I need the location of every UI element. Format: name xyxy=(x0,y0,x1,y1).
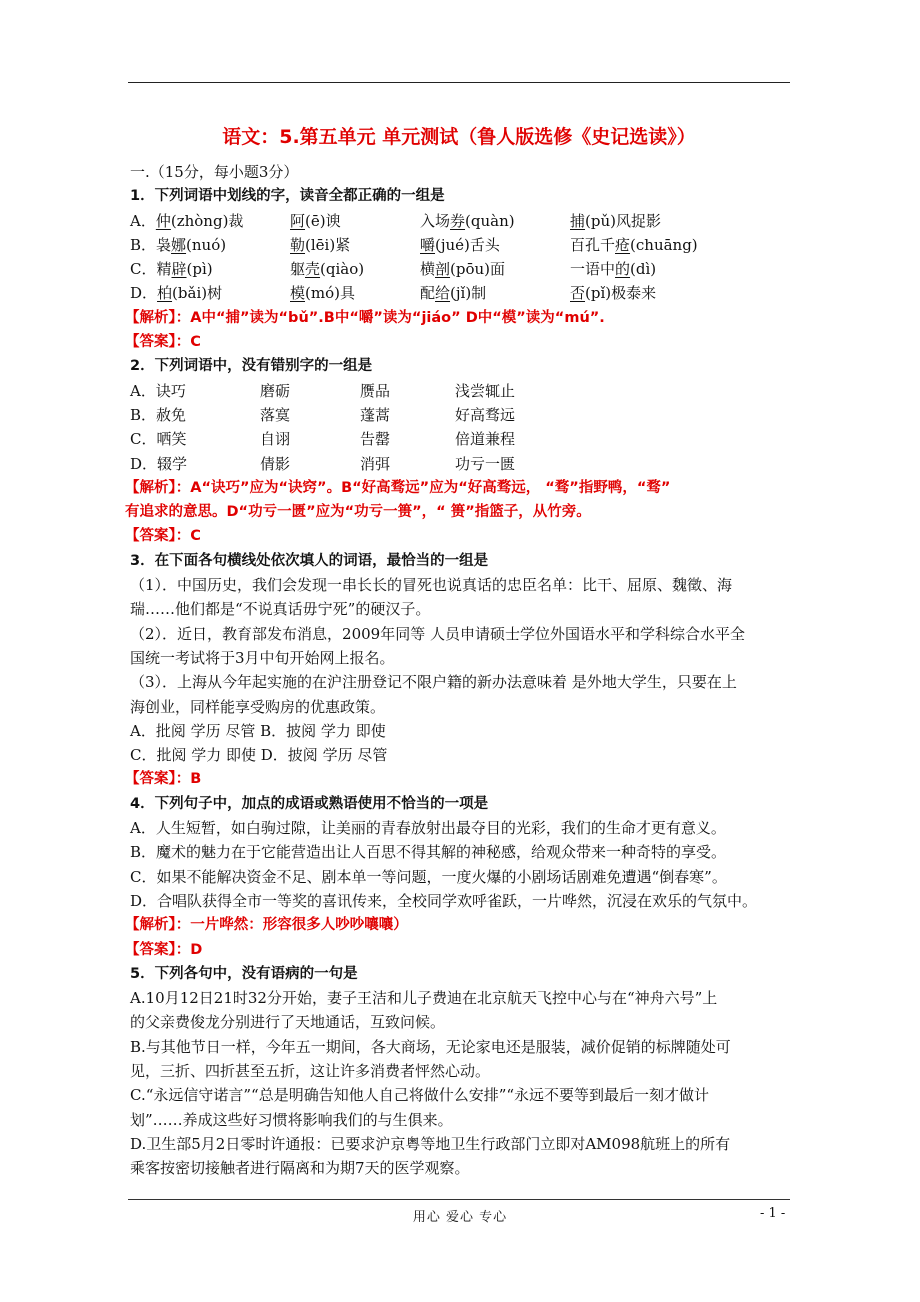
q2-option-a xyxy=(130,379,792,403)
q3-options-cd: C．批阅 学力 即使 D．披阅 学历 尽管 xyxy=(130,746,388,765)
q2-analysis-line-1: 【解析】：A“诀巧”应为“诀窍”。B“好高骛远”应为“好高骛远， “骛”指野鸭，“骛” xyxy=(125,479,671,496)
q1-analysis: 【解析】：A中“捕”读为“bǔ”.B中“嚼”读为“jiáo” D中“模”读为“mú”. xyxy=(125,309,605,326)
q2-option-c xyxy=(130,427,792,451)
q4-option-c: C．如果不能解决资金不足、剧本单一等问题，一度火爆的小剧场话剧难免遭遇“倒春寒”。 xyxy=(130,867,727,886)
q2-c-1: C．哂笑 xyxy=(130,430,187,449)
q1-c-3: 横剖(pōu)面 xyxy=(420,260,506,279)
page-title: 语文：5.第五单元 单元测试（鲁人版选修《史记选读》） xyxy=(222,126,696,148)
header-rule xyxy=(128,82,790,83)
q2-d-4: 功亏一匮 xyxy=(455,454,516,473)
q2-b-1: B．赦免 xyxy=(130,405,187,424)
q2-d-3: 消弭 xyxy=(360,454,391,473)
q2-b-2: 落寞 xyxy=(260,405,291,424)
document-body xyxy=(125,160,792,1180)
q1-d-4: 否(pǐ)极泰来 xyxy=(570,284,657,303)
q3-sentence-3a: （3）．上海从今年起实施的在沪注册登记不限户籍的新办法意味着 是外地大学生，只要在上 xyxy=(130,673,737,692)
q1-d-3: 配给(jǐ)制 xyxy=(420,284,487,303)
question-1-stem: 1．下列词语中划线的字，读音全都正确的一组是 xyxy=(130,188,445,205)
q1-c-1: C．精辟(pì) xyxy=(130,260,213,279)
q1-a-3: 入场券(quàn) xyxy=(420,211,515,230)
q5-option-c-line-1: C.“永远信守诺言”“总是明确告知他人自己将做什么安排”“永远不要等到最后一刻才做计 xyxy=(130,1086,710,1105)
q5-option-d-line-2: 乘客按密切接触者进行隔离和为期7天的医学观察。 xyxy=(130,1159,470,1178)
q3-sentence-1b: 瑞……他们都是“不说真话毋宁死”的硬汉子。 xyxy=(130,600,431,619)
q3-sentence-1a: （1）．中国历史，我们会发现一串长长的冒死也说真话的忠臣名单：比干、屈原、魏徵、海 xyxy=(130,576,733,595)
q1-d-1: D．柏(bǎi)树 xyxy=(130,284,223,303)
q2-c-3: 告罄 xyxy=(360,430,391,449)
q2-answer: 【答案】：C xyxy=(125,528,201,545)
q2-a-3: 赝品 xyxy=(360,381,391,400)
q5-option-a-line-2: 的父亲费俊龙分别进行了天地通话，互致问候。 xyxy=(130,1013,446,1032)
q2-d-1: D．辍学 xyxy=(130,454,188,473)
question-2-stem: 2．下列词语中，没有错别字的一组是 xyxy=(130,358,373,375)
q4-option-a: A．人生短暂，如白驹过隙，让美丽的青春放射出最夺目的光彩，我们的生命才更有意义。 xyxy=(130,819,726,838)
q1-b-2: 勒(lēi)紧 xyxy=(290,235,351,254)
footer-rule xyxy=(128,1199,790,1200)
q1-option-c xyxy=(130,257,792,281)
q1-a-4: 捕(pǔ)风捉影 xyxy=(570,211,661,230)
q3-sentence-2a: （2）．近日，教育部发布消息，2009年同等 人员申请硕士学位外国语水平和学科综合水平全 xyxy=(130,624,745,643)
q5-option-b-line-1: B.与其他节日一样，今年五一期间，各大商场，无论家电还是服装，减价促销的标牌随处可 xyxy=(130,1037,731,1056)
q3-options-ab: A．批阅 学历 尽管 B．披阅 学力 即使 xyxy=(130,721,386,740)
footer-motto: 用心 爱心 专心 xyxy=(412,1210,508,1225)
q2-a-1: A．诀巧 xyxy=(130,381,186,400)
q2-c-2: 自诩 xyxy=(260,430,291,449)
q1-c-4: 一语中的(dì) xyxy=(570,260,657,279)
q1-option-d xyxy=(130,281,792,305)
q1-c-2: 躯壳(qiào) xyxy=(290,260,365,279)
q4-option-d: D．合唱队获得全市一等奖的喜讯传来，全校同学欢呼雀跃，一片哗然，沉浸在欢乐的气氛中。 xyxy=(130,891,758,910)
q2-a-4: 浅尝辄止 xyxy=(455,381,516,400)
q4-option-b: B．魔术的魅力在于它能营造出让人百思不得其解的神秘感，给观众带来一种奇特的享受。 xyxy=(130,843,727,862)
q1-b-1: B．袅娜(nuó) xyxy=(130,235,227,254)
q1-b-4: 百孔千疮(chuāng) xyxy=(570,235,698,254)
q3-answer: 【答案】：B xyxy=(125,771,202,788)
q5-option-c-line-2: 划”……养成这些好习惯将影响我们的与生俱来。 xyxy=(130,1110,453,1129)
q5-option-b-line-2: 见，三折、四折甚至五折，这让许多消费者怦然心动。 xyxy=(130,1061,491,1080)
q1-option-b xyxy=(130,233,792,257)
q2-b-3: 蓬蒿 xyxy=(360,405,391,424)
q1-option-a xyxy=(130,209,792,233)
q1-d-2: 模(mó)具 xyxy=(290,284,355,303)
q2-b-4: 好高骛远 xyxy=(455,405,516,424)
q1-b-3: 嚼(jué)舌头 xyxy=(420,235,500,254)
q4-answer: 【答案】：D xyxy=(125,941,203,958)
q1-a-2: 阿(ē)谀 xyxy=(290,211,341,230)
q5-option-a-line-1: A.10月12日21时32分开始，妻子王洁和儿子费迪在北京航天飞控中心与在“神舟六号”上 xyxy=(130,989,718,1008)
q4-analysis: 【解析】：一片哗然：形容很多人吵吵嚷嚷） xyxy=(125,917,408,934)
q2-option-b xyxy=(130,403,792,427)
q3-sentence-3b: 海创业，同样能享受购房的优惠政策。 xyxy=(130,697,386,716)
q5-option-d-line-1: D.卫生部5月2日零时许通报：已要求沪京粤等地卫生行政部门立即对AM098航班上的所有 xyxy=(130,1134,731,1153)
q2-d-2: 倩影 xyxy=(260,454,291,473)
q1-answer: 【答案】：C xyxy=(125,334,201,351)
page-number: - 1 - xyxy=(760,1206,786,1221)
q2-a-2: 磨砺 xyxy=(260,381,291,400)
question-3-stem: 3．在下面各句横线处依次填人的词语，最恰当的一组是 xyxy=(130,552,489,569)
section-heading: 一.（15分，每小题3分） xyxy=(130,163,299,181)
q2-analysis-line-2: 有追求的意思。D“功亏一匮”应为“功亏一篑”，“ 篑”指篮子，从竹旁。 xyxy=(125,504,591,521)
q1-a-1: A．仲(zhòng)裁 xyxy=(130,211,244,230)
question-5-stem: 5．下列各句中，没有语病的一句是 xyxy=(130,965,358,982)
question-4-stem: 4．下列句子中，加点的成语或熟语使用不恰当的一项是 xyxy=(130,795,489,812)
q2-c-4: 倍道兼程 xyxy=(455,430,516,449)
q2-option-d xyxy=(130,452,792,476)
q3-sentence-2b: 国统一考试将于3月中旬开始网上报名。 xyxy=(130,648,395,667)
